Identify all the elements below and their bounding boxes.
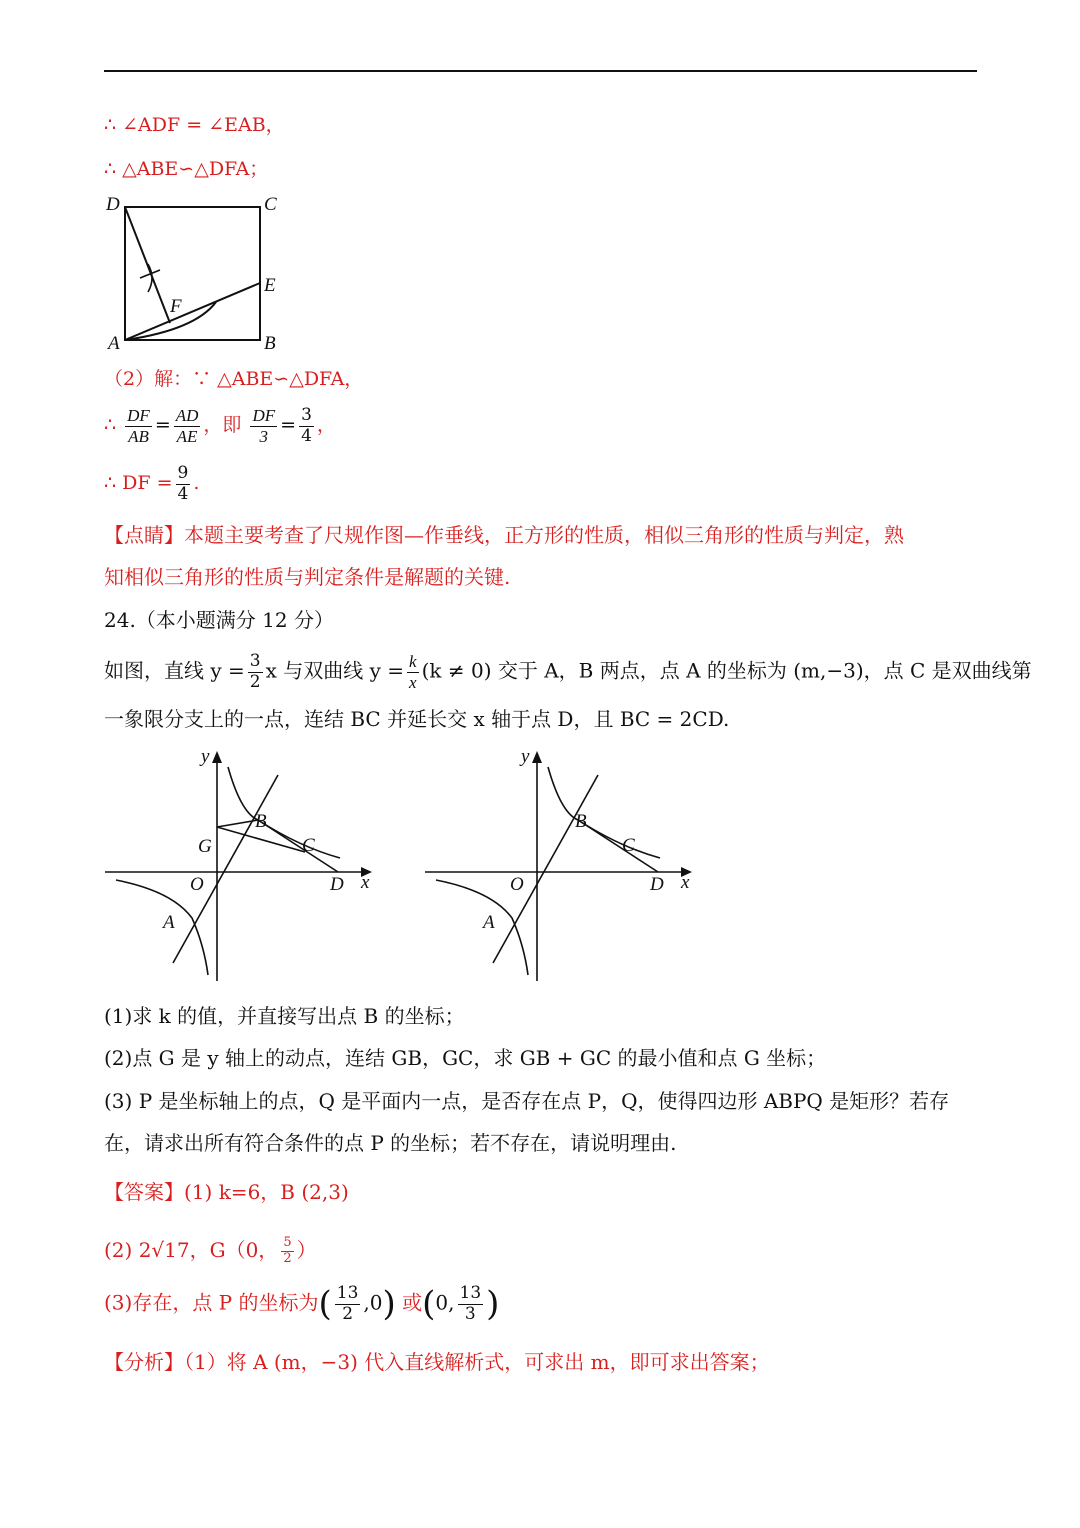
- label-E: E: [264, 275, 276, 296]
- proof-step-similar: ∴ △ABE∽△DFA；: [104, 158, 269, 180]
- graph1-x-label: x: [361, 872, 370, 893]
- graph1-origin: O: [190, 874, 204, 895]
- part2-ratio: ∴ $\frac{DF}{AB}$ = $\frac{AD}{AE}$ ，即 $\frac{DF}{3}$ = $\frac{3}{4}$ ，: [104, 405, 336, 446]
- label-B: B: [264, 333, 276, 354]
- hyperbola-graph-1: [100, 745, 390, 985]
- label-C: C: [264, 194, 277, 215]
- question-24-part-3-line-2: 在，请求出所有符合条件的点 P 的坐标；若不存在，请说明理由.: [104, 1131, 677, 1155]
- square-figure: [100, 190, 300, 355]
- question-24-line-2: 一象限分支上的一点，连结 BC 并延长交 x 轴于点 D，且 BC = 2CD.: [104, 707, 730, 731]
- header-rule: [104, 70, 977, 72]
- graph1-y-label: y: [201, 746, 210, 767]
- question-24-line-1: 如图，直线 y = $\frac{3}{2}$ x 与双曲线 y = $\frac{k}{x}$ (k ≠ 0) 交于 A，B 两点，点 A 的坐标为 (m,−3)，点 C 是双曲线第: [104, 651, 1032, 692]
- dianjing-line-1: 【点睛】本题主要考查了尺规作图—作垂线，正方形的性质，相似三角形的性质与判定，熟: [104, 523, 904, 547]
- question-24-part-3-line-1: (3) P 是坐标轴上的点，Q 是平面内一点，是否存在点 P，Q，使得四边形 ABPQ 是矩形？若存: [104, 1089, 950, 1113]
- graph2-y-label: y: [521, 746, 530, 767]
- label-F: F: [170, 296, 182, 317]
- part2-intro: （2）解：∵ △ABE∽△DFA，: [104, 368, 364, 390]
- hyperbola-graph-2: [420, 745, 710, 985]
- graph2-origin: O: [510, 874, 524, 895]
- label-D: D: [106, 194, 120, 215]
- graph1-B: B: [255, 811, 267, 832]
- analysis-line: 【分析】（1）将 A (m，−3) 代入直线解析式，可求出 m，即可求出答案；: [104, 1350, 770, 1374]
- graph2-D: D: [650, 874, 664, 895]
- graph1-C: C: [302, 835, 315, 856]
- answer-part-1: 【答案】(1) k=6，B (2,3): [104, 1180, 349, 1204]
- graph2-C: C: [622, 835, 635, 856]
- question-24-header: 24.（本小题满分 12 分）: [104, 608, 334, 632]
- proof-step-angle: ∴ ∠ADF = ∠EAB，: [104, 114, 285, 136]
- graph2-B: B: [575, 811, 587, 832]
- graph1-D: D: [330, 874, 344, 895]
- dianjing-line-2: 知相似三角形的性质与判定条件是解题的关键.: [104, 565, 511, 589]
- label-A: A: [108, 333, 120, 354]
- graph2-A: A: [483, 912, 495, 933]
- answer-part-3: (3)存在，点 P 的坐标为( $\frac{13}{2}$ ,0) 或(0, $\frac{13}{3}$ ): [104, 1283, 500, 1325]
- graph1-G: G: [198, 836, 212, 857]
- graph2-x-label: x: [681, 872, 690, 893]
- part2-df-value: ∴ DF = $\frac{9}{4}$ .: [104, 463, 200, 504]
- answer-part-2: (2) 2√17，G（0， $\frac{5}{2}$ ）: [104, 1235, 317, 1266]
- question-24-part-1: (1)求 k 的值，并直接写出点 B 的坐标；: [104, 1004, 465, 1028]
- graph1-A: A: [163, 912, 175, 933]
- question-24-part-2: (2)点 G 是 y 轴上的动点，连结 GB，GC，求 GB + GC 的最小值和点 G 坐标；: [104, 1046, 827, 1070]
